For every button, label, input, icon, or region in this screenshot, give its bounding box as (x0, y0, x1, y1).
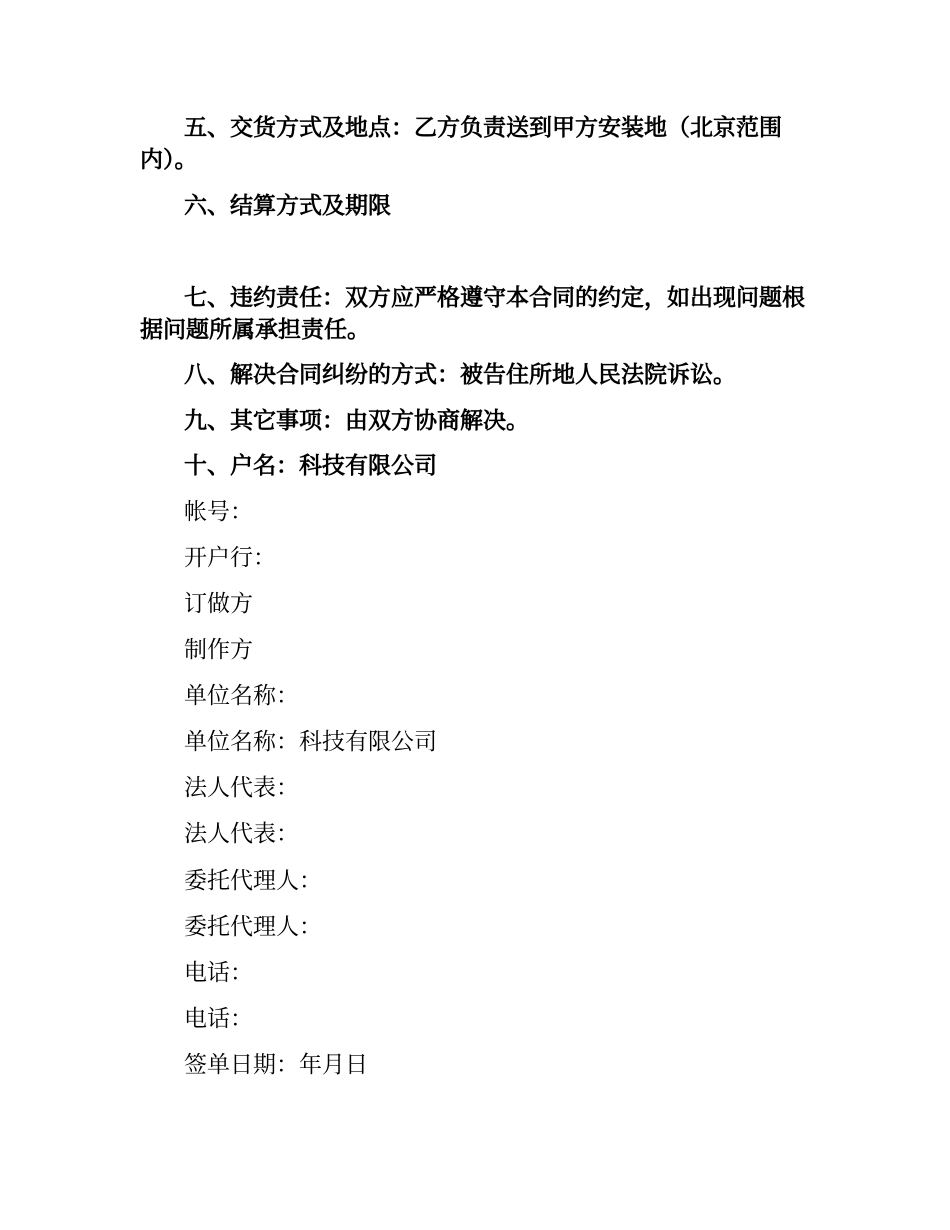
maker-heading: 制作方 (184, 637, 253, 663)
clause-dispute: 八、解决合同纠纷的方式：被告住所地人民法院诉讼。 (184, 361, 736, 388)
clause-other: 九、其它事项：由双方协商解决。 (184, 407, 529, 434)
unit-name-line: 单位名称： (184, 683, 299, 709)
clause-account-name: 十、户名：科技有限公司 (184, 452, 437, 479)
clause-liability: 七、违约责任：双方应严格遵守本合同的约定，如出现问题根据问题所属承担责任。 (140, 284, 805, 343)
account-number-line: 帐号： (184, 499, 253, 525)
clause-settlement: 六、结算方式及期限 (184, 192, 391, 219)
sign-date-line: 签单日期：年月日 (184, 1052, 368, 1078)
orderer-heading: 订做方 (184, 591, 253, 617)
clause-delivery: 五、交货方式及地点：乙方负责送到甲方安装地（北京范围内）。 (140, 114, 782, 173)
bank-line: 开户行： (184, 545, 276, 571)
phone-line: 电话： (184, 1006, 253, 1032)
legal-rep-line: 法人代表： (184, 775, 299, 801)
agent-line: 委托代理人： (184, 868, 322, 894)
unit-name-line: 单位名称：科技有限公司 (184, 729, 437, 755)
legal-rep-line: 法人代表： (184, 821, 299, 847)
phone-line: 电话： (184, 960, 253, 986)
agent-line: 委托代理人： (184, 914, 322, 940)
